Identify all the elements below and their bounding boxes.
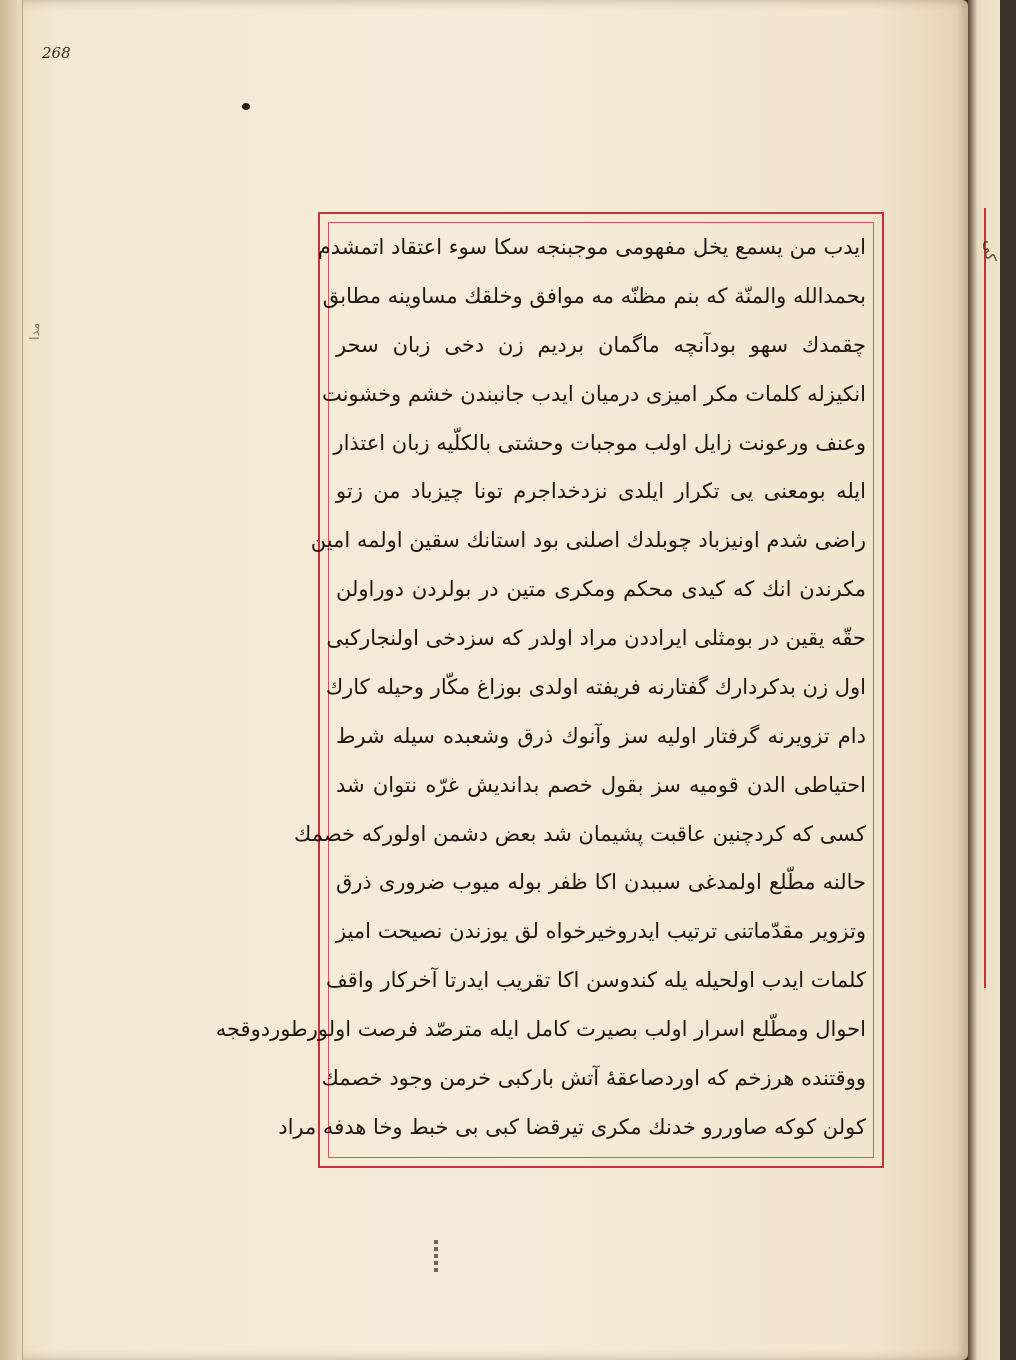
text-line: وعنف ورعونت زایل اولب موجبات وحشتی بالکلّیه زبان اعتذار: [333, 430, 866, 455]
text-line: احوال ومطّلع اسرار اولب بصیرت کامل ایله مترصّد فرصت اولورطوردوقجه: [215, 1017, 866, 1041]
text-line: حالنه مطّلع اولمدغی سببدن اکا ظفر بوله میوب ضروری ذرق: [336, 870, 866, 895]
text-line: مکرندن انك که کیدی محکم ومکری متین در بولردن دوراولن: [336, 577, 866, 602]
text-block: [215, 228, 866, 1152]
text-line: وتزویر مقدّماتنی ترتیب ایدروخیرخواه لق یوزندن نصیحت امیز: [336, 919, 866, 944]
text-line: احتیاطی الدن قومیه سز بقول خصم بداندیش غرّه نتوان شد: [336, 772, 866, 797]
ink-dot: [242, 103, 250, 110]
ink-stain: [434, 1240, 438, 1272]
text-line: کسی که کردچنین عاقبت پشیمان شد بعض دشمن اولورکه خصمك: [294, 821, 866, 846]
adjacent-page-edge: [968, 0, 1000, 1360]
text-line: ووقتنده هرزخم که اوردصاعقهٔ آتش بارکبی خرمن وجود خصمك: [321, 1065, 866, 1090]
text-line: چقمدك سهو بودآنچه ماگمان بردیم زن دخی زبان سحر: [336, 332, 866, 357]
text-line: ایدب من یسمع یخل مفهومی موجبنجه سکا سوء اعتقاد اتمشدم: [317, 235, 866, 259]
text-line: ایله بومعنی یی تکرار ایلدی نزدخداجرم تونا چیزباد من زتو: [336, 479, 866, 504]
page-number: 268: [42, 44, 71, 62]
text-line: دام تزویرنه گرفتار اولیه سز وآنوك ذرق وشعبده سیله شرط: [336, 723, 866, 748]
page-gutter: [0, 0, 23, 1360]
adjacent-page-text: کی: [981, 240, 1000, 261]
text-line: اول زن بدکردارك گفتارنه فریفته اولدی بوزاغ مکّار وحیله کارك: [325, 674, 866, 699]
text-line: حقّه یقین در بومثلی ایراددن مراد اولدر که سزدخی اولنجارکبی: [326, 626, 866, 650]
text-line: راضی شدم اونیزباد چوبلدك اصلنی بود استانك سقین اولمه امین: [310, 528, 866, 553]
text-line: کلمات ایدب اولحیله یله کندوسن اکا تقریب ایدرتا آخرکار واقف: [326, 968, 866, 993]
text-line: انکیزله کلمات مکر امیزی درمیان ایدب جانبندن خشم وخشونت: [322, 381, 866, 406]
adjacent-page-frame: [981, 208, 1016, 988]
margin-note: مدا: [28, 322, 43, 340]
text-line: بحمدالله والمنّة که بنم مظنّه مه موافق وخلقك مساوینه مطابق: [322, 283, 866, 308]
text-line: کولن کوکه صاوررو خدنك مکری تیرقضا کبی بی خبط وخا هدفه مراد: [278, 1114, 866, 1139]
